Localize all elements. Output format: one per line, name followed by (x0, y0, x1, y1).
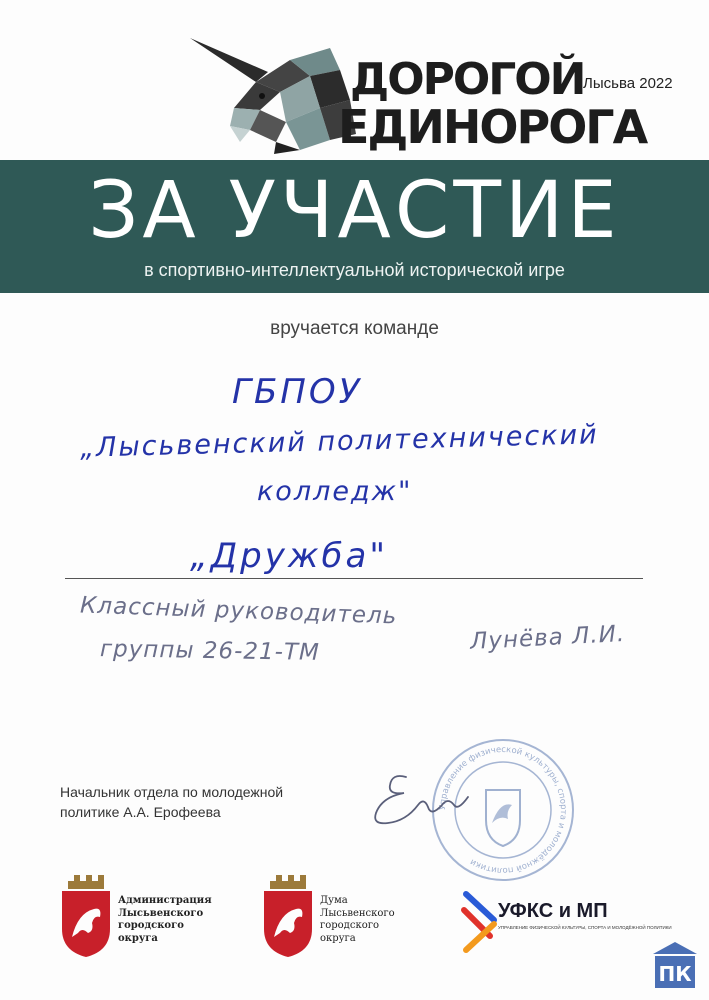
org-name-line: Лысьвенского (320, 907, 395, 919)
footer-org-administration-label (118, 895, 212, 945)
org-name-line: Дума (320, 895, 348, 906)
team-name-underline (65, 578, 643, 579)
college-badge-text: ПК (658, 962, 692, 986)
ufks-name: УФКС и МП (498, 900, 608, 922)
org-name-line: городского (320, 920, 379, 931)
signature (368, 765, 478, 840)
handwritten-teacher-name: Лунёва Л.И. (469, 620, 626, 656)
ufks-logo-icon (460, 886, 500, 956)
handwritten-org-line1: ГБПОУ (232, 372, 363, 412)
handwritten-team-name: „Дружба" (190, 536, 388, 576)
org-name-line: городского (118, 920, 184, 931)
footer-org-administration (60, 875, 212, 962)
title-banner (0, 160, 709, 293)
footer-org-duma (262, 875, 395, 962)
footer-org-duma-label (320, 895, 395, 945)
signatory-line2: политике А.А. Ерофеева (60, 804, 221, 820)
college-badge-icon (651, 940, 699, 992)
logo-subtitle: Лысьва 2022 (583, 75, 673, 92)
handwritten-note-line2: группы 26-21-ТМ (99, 636, 321, 666)
certificate-title: ЗА УЧАСТИЕ (88, 166, 621, 256)
signatory-line1: Начальник отдела по молодежной (60, 784, 284, 800)
handwritten-note-line1: Классный руководитель (79, 592, 398, 630)
logo-title-line2: ЕДИНОРОГА (338, 100, 647, 154)
ufks-tagline: УПРАВЛЕНИЕ ФИЗИЧЕСКОЙ КУЛЬТУРЫ, СПОРТА И МОЛОДЁЖНОЙ ПОЛИТИКИ (498, 925, 672, 930)
handwritten-org-line2: „Лысьвенский политехнический (79, 419, 600, 464)
handwritten-org-line3: колледж" (257, 476, 413, 507)
city-crest-icon (262, 875, 314, 957)
org-name-line: Лысьвенского (118, 907, 204, 919)
org-name-line: округа (320, 932, 356, 944)
unicorn-head-icon (190, 30, 360, 155)
logo-title-line1: ДОРОГОЙ (350, 54, 585, 105)
event-logo (190, 30, 700, 155)
city-crest-icon (60, 875, 112, 957)
certificate-subtitle: в спортивно-интеллектуальной исторической игре (144, 260, 565, 280)
org-name-line: округа (118, 932, 158, 944)
signatory-block (60, 782, 283, 822)
awarded-to-label: вручается команде (270, 318, 439, 339)
stamp-text: Управление физической культуры, спорта и молодёжной политики (437, 744, 569, 876)
org-name-line: Администрация (118, 895, 212, 906)
